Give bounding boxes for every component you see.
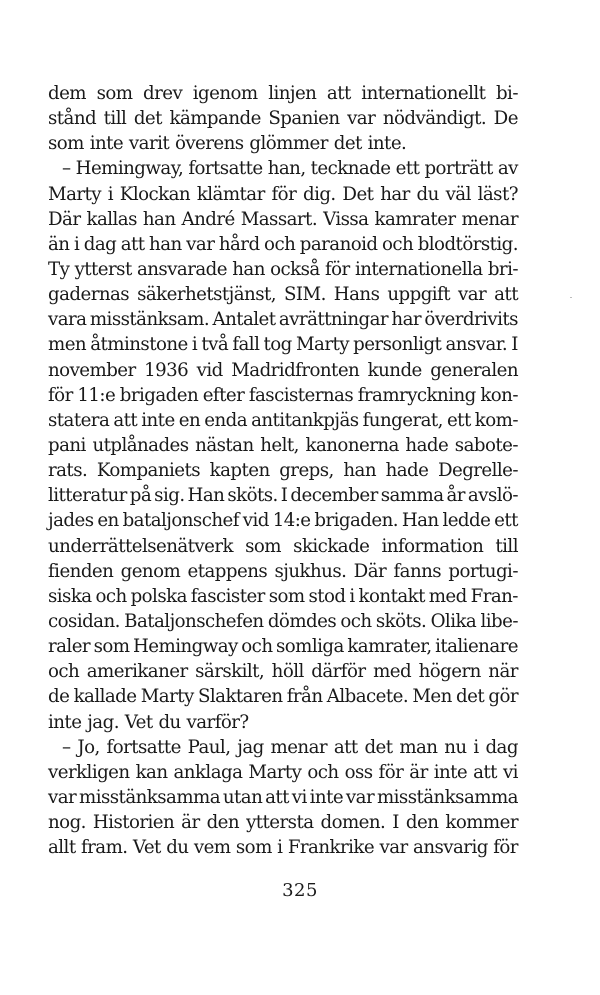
word: men [48,334,87,356]
word: kommer [445,812,518,834]
word: inte [141,409,175,431]
word: dömdes [267,610,337,632]
word: högern [418,661,481,683]
word: kan [135,761,168,783]
word: cosidan. [48,610,120,632]
word: ett [395,158,420,180]
word: hade [405,434,449,456]
word: Marty [48,183,101,205]
text-line [48,835,518,860]
word: generalen [430,359,518,381]
word: inte [433,761,468,783]
word: har [391,309,422,331]
word: oss [344,761,373,783]
word: kontakt [358,585,425,607]
word: han [142,208,176,230]
text-line [48,156,518,181]
word: i [107,183,114,205]
word: kamrater [374,208,456,230]
word: till [495,535,518,557]
text-line [48,684,518,709]
text-line [48,106,518,131]
word: att [333,736,358,758]
word: 14:e [272,510,311,532]
text-line [48,634,518,659]
word: kallade [73,686,137,708]
word: hård [218,233,260,255]
word: information [381,535,484,557]
word: som [93,636,130,658]
word: allt [48,837,76,859]
word: för [493,837,518,859]
text-line [48,307,518,332]
word: fanns [393,560,442,582]
word: Hemingway, [75,158,184,180]
word: överens [174,133,244,155]
word: stod [308,585,346,607]
word: också [270,258,320,280]
word: Där [353,560,387,582]
word: pani [48,434,86,456]
word: kamrater, [347,636,432,658]
word: den [206,812,240,834]
word: blodtörstig. [417,233,518,255]
word: en [178,409,201,431]
word: han, [267,158,306,180]
word: var [457,284,487,306]
word: sig. [154,485,185,507]
word: är [409,761,428,783]
word: André [181,208,235,230]
word: inte. [367,133,407,155]
word: Det [342,183,374,205]
word: greps, [279,460,334,482]
word: man [399,736,438,758]
word: kom- [474,409,518,431]
word: Marty [140,686,194,708]
body-text [48,81,518,860]
word: ett [494,510,518,532]
word: siska [48,585,92,607]
text-line [48,257,518,282]
word: fascisternas [248,384,354,406]
word: Klockan [119,183,191,205]
text-line [48,785,518,810]
word: I [511,334,518,356]
text-line [48,609,518,634]
word: vi [502,761,518,783]
word: brigaden [119,384,199,406]
word: amerikaner [86,661,188,683]
word: tog [263,334,292,356]
word: i [191,334,198,356]
word: – [62,736,71,758]
word: att [473,761,497,783]
text-line [48,534,518,559]
word: samma [380,485,444,507]
word: vid [196,359,223,381]
text-line [48,81,518,106]
word: misstänksam. [89,309,210,331]
word: tecknade [310,158,391,180]
text-line [48,710,518,735]
word: Bataljonschefen [124,610,264,632]
word: avrättningar [278,309,389,331]
word: kanonerna [305,434,399,456]
word: han [232,258,265,280]
text-line [48,584,518,609]
word: internationella [354,258,483,280]
text-line [48,735,518,760]
word: ytterst [74,258,132,280]
word: portugi- [448,560,518,582]
word: år [446,485,465,507]
word: och [340,610,372,632]
word: Antalet [212,309,276,331]
word: han [149,233,182,255]
word: inte [89,133,124,155]
word: jag [237,736,264,758]
word: och [382,233,414,255]
word: kunde [367,359,422,381]
word: och [241,636,273,658]
word: dag [83,233,117,255]
word: vem [193,837,231,859]
word: ansvarade [136,258,227,280]
word: du [166,837,189,859]
word: ansvar. [445,334,508,356]
word: nästan [195,434,254,456]
word: italienare [435,636,518,658]
word: I [280,485,288,507]
word: igenom [192,83,258,104]
word: vi [291,786,307,808]
word: för [378,761,404,783]
word: utan [222,786,263,808]
word: Olika [430,610,477,632]
text-line [48,131,518,156]
word: än [48,233,70,255]
word: var [347,108,376,130]
word: dem [48,83,87,104]
word: vid [242,510,269,532]
word: för [324,258,350,280]
word: en [97,510,119,532]
word: i [277,837,283,859]
text-line [48,458,518,483]
word: med [373,661,412,683]
word: Han [187,485,225,507]
word: utplånades [92,434,189,456]
word: var [186,233,215,255]
word: kon- [480,384,518,406]
word: brigaden. [314,510,398,532]
word: klämtar [196,183,265,205]
word: avslö- [467,485,518,507]
word: varit [128,133,170,155]
word: som [235,837,272,859]
word: i [349,585,355,607]
word: nog. [48,812,86,834]
word: sköts. [375,610,427,632]
word: kämpande [169,108,261,130]
word: raler [48,636,91,658]
word: det [133,108,162,130]
word: du [416,183,439,205]
word: fascister [190,585,265,607]
word: var [48,786,77,808]
word: det [333,133,362,155]
word: att [113,409,138,431]
word: i [73,233,80,255]
word: framryckning [357,384,476,406]
word: Hans [333,284,380,306]
word: Marty [248,761,302,783]
word: menar [270,736,328,758]
word: för [48,384,73,406]
word: fortsatte [188,158,263,180]
text-line [48,810,518,835]
word: och [307,761,339,783]
word: var [379,837,408,859]
word: från [286,686,323,708]
word: Massart. [240,208,318,230]
word: överdrivits [424,309,518,331]
word: i [473,736,479,758]
text-line [48,408,518,433]
text-line [48,659,518,684]
word: bri- [487,258,518,280]
word: därför [311,661,366,683]
word: nödvändigt. [382,108,487,130]
word: yttersta [246,812,314,834]
word: jag. [87,711,119,733]
word: stånd [48,108,97,130]
word: polska [130,585,187,607]
word: underrättelsenätverk [48,535,233,557]
word: gadernas [48,284,130,306]
word: till [103,108,127,130]
word: – [62,158,71,180]
word: Där [48,208,81,230]
word: fram. [80,837,128,859]
word: menar [461,208,518,230]
word: som [96,83,133,104]
word: höll [271,661,304,683]
text-line [48,282,518,307]
word: som [268,585,305,607]
word: Vet [124,711,153,733]
word: det [364,736,393,758]
word: Slaktaren [197,686,283,708]
text-line [48,508,518,533]
word: domen. [320,812,386,834]
word: De [493,108,518,130]
word: och [95,585,127,607]
word: somliga [276,636,344,658]
word: efter [202,384,245,406]
word: fienden [48,560,114,582]
word: att [494,284,518,306]
word: porträtt [424,158,493,180]
word: och [264,233,296,255]
text-line [48,332,518,357]
word: internationellt [361,83,486,104]
word: Ty [48,258,70,280]
word: sköts. [227,485,278,507]
word: SIM. [283,284,326,306]
word: särskilt, [195,661,265,683]
word: 11:e [77,384,116,406]
word: Han [401,510,439,532]
word: sjukhus. [274,560,347,582]
word: kapten [209,460,270,482]
word: åtminstone [90,334,188,356]
word: Degrelle- [437,460,518,482]
word: misstänksamma [79,786,221,808]
word: drev [143,83,183,104]
word: antitankpjäs [251,409,359,431]
word: den [405,812,439,834]
word: ledde [442,510,491,532]
word: Spanien [268,108,340,130]
text-line [48,433,518,458]
word: när [488,661,518,683]
text-line [48,232,518,257]
word: att [326,83,351,104]
word: helt, [260,434,299,456]
word: ett [446,409,471,431]
text-line [48,358,518,383]
word: är [181,812,200,834]
word: glömmer [249,133,328,155]
word: Albacete. [326,686,409,708]
text-line [48,182,518,207]
word: personligt [353,334,442,356]
word: sabote- [454,434,518,456]
word: som [48,133,84,155]
word: Paul, [187,736,231,758]
word: att [120,233,145,255]
word: fungerat, [362,409,443,431]
word: och [48,661,80,683]
word: genom [120,560,181,582]
word: inte [48,711,82,733]
text-line [48,559,518,584]
word: verkligen [48,761,130,783]
word: du [158,711,181,733]
word: det [456,686,485,708]
word: att [265,786,289,808]
text-line [48,483,518,508]
word: linjen [268,83,317,104]
word: de [48,686,70,708]
word: Hemingway [132,636,238,658]
word: på [129,485,152,507]
word: Vet [132,837,161,859]
word: väl [445,183,471,205]
word: Historien [92,812,175,834]
word: litteratur [48,485,127,507]
word: uppgift [387,284,450,306]
word: inte [309,786,344,808]
word: med [428,585,467,607]
word: för [271,183,297,205]
word: som [245,535,282,557]
word: läst? [477,183,518,205]
word: bataljonschef [122,510,239,532]
word: Jo, [77,736,100,758]
word: misstänksamma [376,786,518,808]
word: paranoid [299,233,378,255]
word: ansvarig [413,837,488,859]
word: varför? [186,711,249,733]
word: dig. [302,183,336,205]
word: två [201,334,229,356]
text-line [48,383,518,408]
word: gör [488,686,518,708]
word: fortsatte [106,736,181,758]
word: Vissa [323,208,369,230]
word: kallas [86,208,137,230]
word: anklaga [173,761,243,783]
text-line [48,207,518,232]
word: libe- [480,610,518,632]
word: Fran- [470,585,518,607]
word: etappens [187,560,268,582]
word: fall [232,334,260,356]
word: Men [412,686,452,708]
word: rats. [48,460,88,482]
word: I [392,812,399,834]
word: vara [48,309,87,331]
word: hade [385,460,429,482]
word: nu [444,736,467,758]
word: december [290,485,378,507]
word: dag [485,736,518,758]
word: säkerhetstjänst, [137,284,276,306]
word: han [343,460,376,482]
word: Madridfronten [231,359,360,381]
word: Frankrike [287,837,375,859]
text-line [48,760,518,785]
word: november [48,359,136,381]
word: av [497,158,518,180]
page-number: 325 [282,880,318,901]
word: Kompaniets [96,460,201,482]
word: var [345,786,375,808]
page-speck [570,297,572,298]
word: 1936 [144,359,189,381]
word: enda [204,409,247,431]
word: statera [48,409,110,431]
word: bi- [495,83,518,104]
word: Marty [295,334,349,356]
word: har [380,183,410,205]
word: jades [48,510,94,532]
word: skickade [293,535,370,557]
